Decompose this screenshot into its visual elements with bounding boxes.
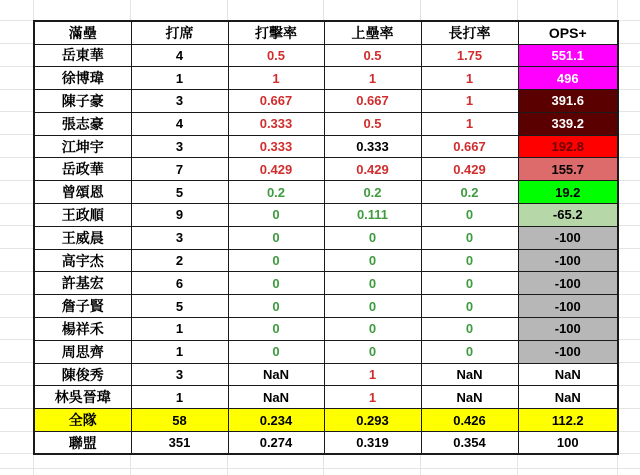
- sheet-gridline: [617, 43, 640, 44]
- stat-cell[interactable]: 0.2: [324, 181, 421, 204]
- stat-cell[interactable]: 0.5: [228, 44, 324, 67]
- sheet-gridline: [617, 453, 618, 475]
- header-cell-5[interactable]: OPS+: [518, 21, 618, 44]
- header-cell-4[interactable]: 長打率: [421, 21, 518, 44]
- stat-cell[interactable]: -100: [518, 340, 618, 363]
- player-name-cell[interactable]: 高宇杰: [34, 249, 131, 272]
- stat-cell[interactable]: 0.667: [421, 135, 518, 158]
- header-cell-1[interactable]: 打席: [131, 21, 228, 44]
- stat-cell[interactable]: 3: [131, 226, 228, 249]
- table-row: [34, 204, 618, 227]
- stat-cell[interactable]: 5: [131, 295, 228, 318]
- stat-cell[interactable]: 1: [131, 386, 228, 409]
- stat-cell[interactable]: NaN: [421, 363, 518, 386]
- stat-cell[interactable]: NaN: [421, 386, 518, 409]
- stat-cell[interactable]: 0: [228, 226, 324, 249]
- table-row: [34, 135, 618, 158]
- stat-cell[interactable]: 0: [324, 295, 421, 318]
- stat-cell[interactable]: 0.333: [228, 112, 324, 135]
- sheet-gridline: [0, 317, 33, 318]
- stat-cell[interactable]: NaN: [228, 363, 324, 386]
- table-row: [34, 295, 618, 318]
- table-row: [34, 226, 618, 249]
- sheet-gridline: [130, 0, 131, 20]
- player-name-cell[interactable]: 張志豪: [34, 112, 131, 135]
- player-name-cell[interactable]: 聯盟: [34, 432, 131, 455]
- header-cell-3[interactable]: 上壘率: [324, 21, 421, 44]
- stat-cell[interactable]: 1: [421, 67, 518, 90]
- stat-cell[interactable]: NaN: [518, 363, 618, 386]
- sheet-gridline: [617, 453, 640, 454]
- stat-cell[interactable]: 0: [324, 226, 421, 249]
- player-name-cell[interactable]: 岳東華: [34, 44, 131, 67]
- sheet-gridline: [0, 271, 33, 272]
- player-name-cell[interactable]: 詹子賢: [34, 295, 131, 318]
- sheet-gridline: [617, 362, 640, 363]
- stat-cell[interactable]: 192.8: [518, 135, 618, 158]
- stat-cell[interactable]: 58: [131, 409, 228, 432]
- sheet-gridline: [420, 0, 421, 20]
- table-row: [34, 67, 618, 90]
- sheet-gridline: [0, 339, 33, 340]
- stat-cell[interactable]: 0: [228, 295, 324, 318]
- player-name-cell[interactable]: 陳子豪: [34, 90, 131, 113]
- player-name-cell[interactable]: 周思齊: [34, 340, 131, 363]
- stat-cell[interactable]: 9: [131, 204, 228, 227]
- stat-cell[interactable]: -100: [518, 272, 618, 295]
- sheet-gridline: [0, 385, 33, 386]
- sheet-gridline: [517, 0, 518, 20]
- stat-cell[interactable]: 0: [228, 272, 324, 295]
- sheet-gridline: [617, 157, 640, 158]
- stat-cell[interactable]: 0: [228, 249, 324, 272]
- sheet-gridline: [617, 89, 640, 90]
- stat-cell[interactable]: 1: [131, 67, 228, 90]
- stat-cell[interactable]: 1: [131, 340, 228, 363]
- stat-cell[interactable]: 0: [421, 340, 518, 363]
- stat-cell[interactable]: 0: [421, 272, 518, 295]
- stat-cell[interactable]: -100: [518, 295, 618, 318]
- player-name-cell[interactable]: 楊祥禾: [34, 318, 131, 341]
- sheet-gridline: [617, 271, 640, 272]
- stat-cell[interactable]: 0: [324, 340, 421, 363]
- stat-cell[interactable]: 0.426: [421, 409, 518, 432]
- stat-cell[interactable]: 3: [131, 90, 228, 113]
- sheet-gridline: [0, 203, 33, 204]
- stat-cell[interactable]: 0.333: [324, 135, 421, 158]
- sheet-gridline: [617, 203, 640, 204]
- table-row: [34, 44, 618, 67]
- sheet-gridline: [0, 180, 33, 181]
- stat-cell[interactable]: -65.2: [518, 204, 618, 227]
- stat-cell[interactable]: 0.429: [421, 158, 518, 181]
- player-name-cell[interactable]: 全隊: [34, 409, 131, 432]
- stat-cell[interactable]: 1: [324, 386, 421, 409]
- stat-cell[interactable]: 1: [228, 67, 324, 90]
- sheet-gridline: [0, 43, 33, 44]
- stat-cell[interactable]: 0: [421, 226, 518, 249]
- player-name-cell[interactable]: 江坤宇: [34, 135, 131, 158]
- stat-cell[interactable]: 1: [421, 90, 518, 113]
- stat-cell[interactable]: 0.111: [324, 204, 421, 227]
- sheet-gridline: [227, 0, 228, 20]
- sheet-gridline: [517, 453, 518, 475]
- stat-cell[interactable]: 155.7: [518, 158, 618, 181]
- stat-cell[interactable]: 0.429: [324, 158, 421, 181]
- sheet-gridline: [617, 111, 640, 112]
- stat-cell[interactable]: NaN: [228, 386, 324, 409]
- table-row: [34, 158, 618, 181]
- stat-cell[interactable]: -100: [518, 318, 618, 341]
- stat-cell[interactable]: 0.2: [421, 181, 518, 204]
- stat-cell[interactable]: 551.1: [518, 44, 618, 67]
- stat-cell[interactable]: 0: [324, 318, 421, 341]
- stat-cell[interactable]: 0.234: [228, 409, 324, 432]
- sheet-gridline: [0, 431, 33, 432]
- stat-cell[interactable]: 1: [421, 112, 518, 135]
- sheet-gridline: [617, 0, 618, 20]
- stat-cell[interactable]: 351: [131, 432, 228, 455]
- sheet-gridline: [0, 111, 33, 112]
- sheet-gridline: [617, 294, 640, 295]
- stat-cell[interactable]: 0.5: [324, 44, 421, 67]
- table-row: [34, 386, 618, 409]
- stat-cell[interactable]: 0: [421, 318, 518, 341]
- stat-cell[interactable]: 0: [324, 249, 421, 272]
- sheet-gridline: [0, 225, 33, 226]
- stat-cell[interactable]: 0.319: [324, 432, 421, 455]
- table-row: [34, 318, 618, 341]
- stat-cell[interactable]: 0.2: [228, 181, 324, 204]
- player-name-cell[interactable]: 岳政華: [34, 158, 131, 181]
- table-row: [34, 340, 618, 363]
- stat-cell[interactable]: 0: [421, 295, 518, 318]
- sheet-gridline: [0, 468, 640, 469]
- sheet-gridline: [617, 20, 640, 21]
- sheet-gridline: [227, 453, 228, 475]
- stat-cell[interactable]: 0.274: [228, 432, 324, 455]
- stat-cell[interactable]: 0: [228, 204, 324, 227]
- table-row: [34, 112, 618, 135]
- table-row: [34, 272, 618, 295]
- sheet-gridline: [0, 453, 33, 454]
- stat-cell[interactable]: 339.2: [518, 112, 618, 135]
- sheet-gridline: [617, 317, 640, 318]
- sheet-gridline: [617, 339, 640, 340]
- sheet-gridline: [0, 248, 33, 249]
- table-row: [34, 181, 618, 204]
- stat-cell[interactable]: 5: [131, 181, 228, 204]
- player-name-cell[interactable]: 陳俊秀: [34, 363, 131, 386]
- stat-cell[interactable]: 112.2: [518, 409, 618, 432]
- stat-cell[interactable]: 1: [324, 363, 421, 386]
- stat-cell[interactable]: -100: [518, 226, 618, 249]
- header-cell-2[interactable]: 打擊率: [228, 21, 324, 44]
- player-name-cell[interactable]: 王政順: [34, 204, 131, 227]
- player-name-cell[interactable]: 林吳晉瑋: [34, 386, 131, 409]
- sheet-gridline: [0, 89, 33, 90]
- table-row: [34, 363, 618, 386]
- stat-cell[interactable]: 0: [324, 272, 421, 295]
- stat-cell[interactable]: -100: [518, 249, 618, 272]
- stat-cell[interactable]: 0.333: [228, 135, 324, 158]
- sheet-gridline: [33, 0, 34, 20]
- player-name-cell[interactable]: 徐博瑋: [34, 67, 131, 90]
- stat-cell[interactable]: 3: [131, 135, 228, 158]
- header-cell-0[interactable]: 滿壘: [34, 21, 131, 44]
- sheet-gridline: [617, 408, 640, 409]
- sheet-gridline: [0, 134, 33, 135]
- stat-cell[interactable]: 6: [131, 272, 228, 295]
- bases-loaded-stats-table: [33, 20, 619, 455]
- sheet-gridline: [617, 180, 640, 181]
- table-row: [34, 432, 618, 455]
- stat-cell[interactable]: 0: [421, 204, 518, 227]
- player-name-cell[interactable]: 曾頌恩: [34, 181, 131, 204]
- sheet-gridline: [617, 66, 640, 67]
- stat-cell[interactable]: 0: [421, 249, 518, 272]
- player-name-cell[interactable]: 王威晨: [34, 226, 131, 249]
- sheet-gridline: [33, 453, 34, 475]
- sheet-gridline: [0, 66, 33, 67]
- stat-cell[interactable]: 7: [131, 158, 228, 181]
- sheet-gridline: [130, 453, 131, 475]
- stat-cell[interactable]: NaN: [518, 386, 618, 409]
- stat-cell[interactable]: 3: [131, 363, 228, 386]
- stat-cell[interactable]: 1.75: [421, 44, 518, 67]
- sheet-gridline: [617, 385, 640, 386]
- table-row: [34, 249, 618, 272]
- table-row: [34, 90, 618, 113]
- stat-cell[interactable]: 391.6: [518, 90, 618, 113]
- stat-cell[interactable]: 0.429: [228, 158, 324, 181]
- player-name-cell[interactable]: 許基宏: [34, 272, 131, 295]
- sheet-gridline: [420, 453, 421, 475]
- table-header-row: [34, 21, 618, 44]
- stat-cell[interactable]: 0.667: [324, 90, 421, 113]
- sheet-gridline: [617, 431, 640, 432]
- sheet-gridline: [323, 0, 324, 20]
- table-row: [34, 409, 618, 432]
- stat-cell[interactable]: 1: [324, 67, 421, 90]
- sheet-gridline: [0, 20, 33, 21]
- stat-cell[interactable]: 0.293: [324, 409, 421, 432]
- sheet-gridline: [0, 157, 33, 158]
- sheet-gridline: [617, 225, 640, 226]
- sheet-gridline: [617, 248, 640, 249]
- stat-cell[interactable]: 0.667: [228, 90, 324, 113]
- stat-cell[interactable]: 0: [228, 340, 324, 363]
- sheet-gridline: [617, 134, 640, 135]
- stat-cell[interactable]: 496: [518, 67, 618, 90]
- stat-cell[interactable]: 0.5: [324, 112, 421, 135]
- stat-cell[interactable]: 4: [131, 112, 228, 135]
- stat-cell[interactable]: 1: [131, 318, 228, 341]
- sheet-gridline: [0, 408, 33, 409]
- stat-cell[interactable]: 4: [131, 44, 228, 67]
- stat-cell[interactable]: 2: [131, 249, 228, 272]
- sheet-gridline: [323, 453, 324, 475]
- stat-cell[interactable]: 0: [228, 318, 324, 341]
- stat-cell[interactable]: 0.354: [421, 432, 518, 455]
- sheet-gridline: [0, 294, 33, 295]
- sheet-gridline: [0, 362, 33, 363]
- stat-cell[interactable]: 19.2: [518, 181, 618, 204]
- stat-cell[interactable]: 100: [518, 432, 618, 455]
